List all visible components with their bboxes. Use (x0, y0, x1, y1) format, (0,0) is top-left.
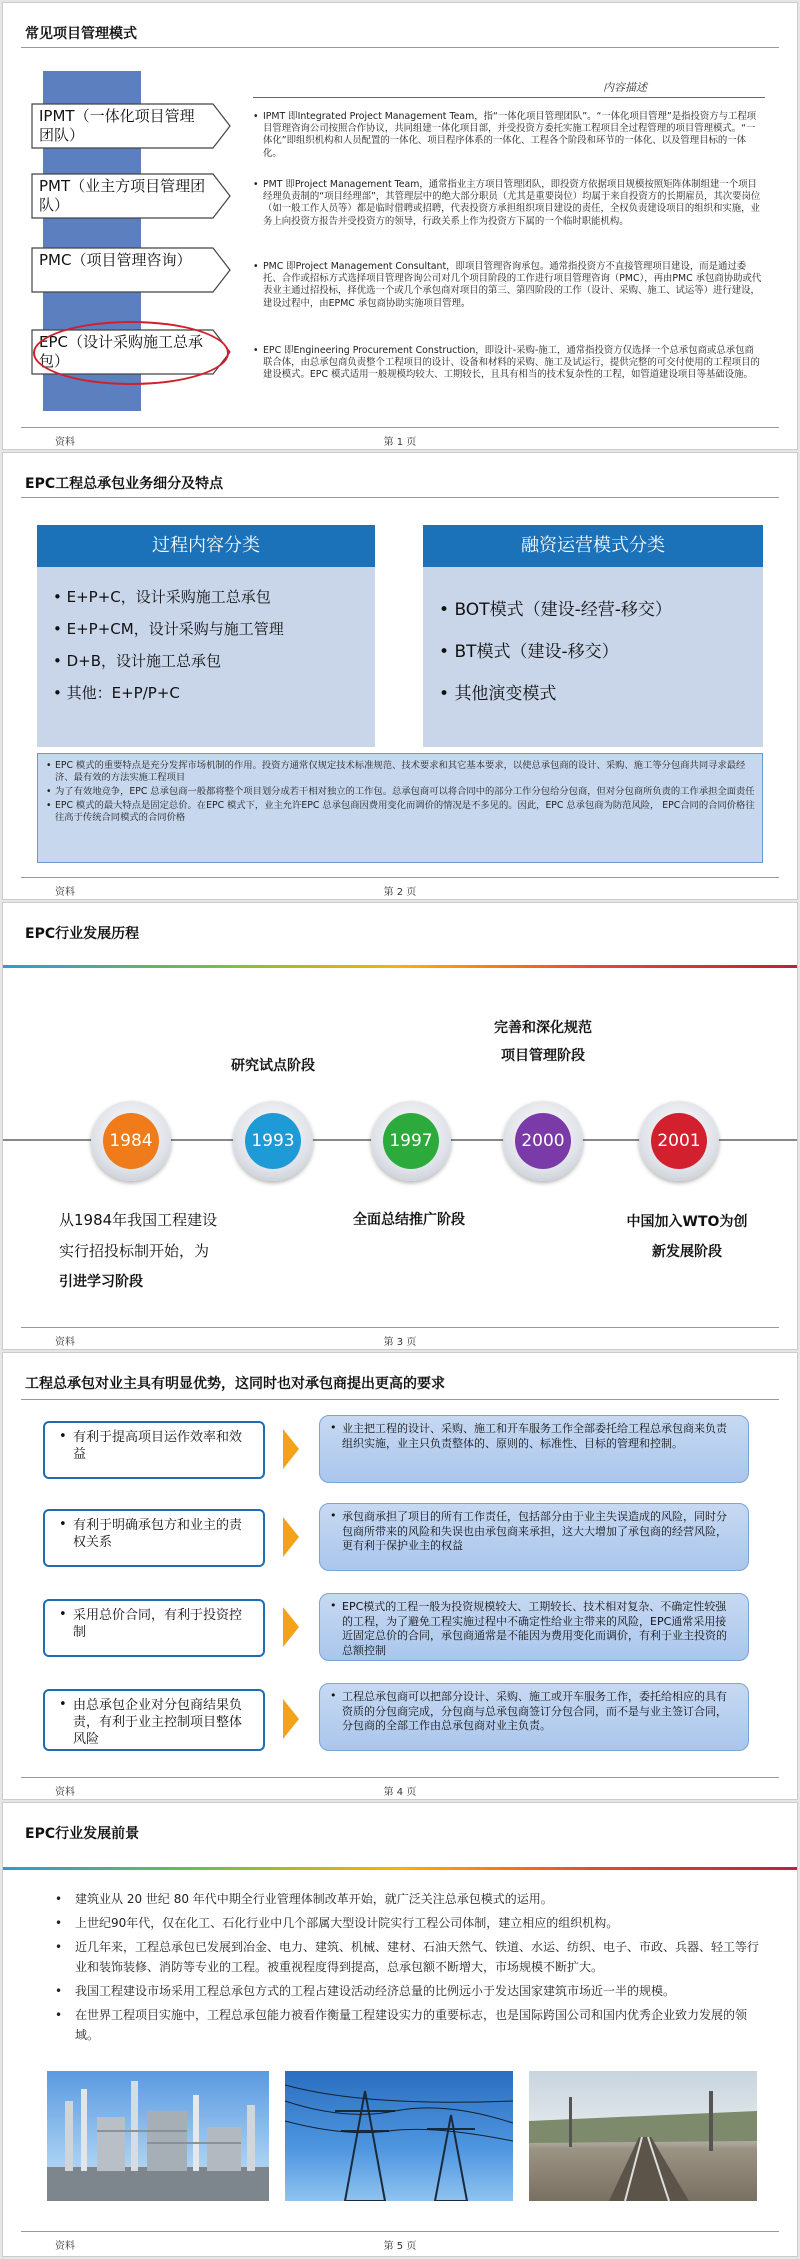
slide-title: EPC行业发展历程 (25, 926, 140, 942)
phase-2000-line2: 项目管理阶段 (501, 1048, 585, 1064)
footer-divider (21, 1777, 779, 1778)
list-item: • D+B，设计施工总承包 (53, 652, 222, 670)
notes-box (37, 753, 763, 863)
year-label: 1984 (103, 1113, 159, 1169)
slide-title: EPC工程总承包业务细分及特点 (25, 476, 224, 492)
list-item: • E+P+C，设计采购施工总承包 (53, 588, 271, 606)
year-circle-1993 (233, 1101, 313, 1181)
note-item: • 为了有效地竞争，EPC 总承包商一般都将整个项目划分成若干相对独立的工作包。总承包商可以将合同中的部分工作分包给分包商，但对分包商所负责的工作承担全面责任 (46, 786, 756, 798)
content-header: 内容描述 (603, 81, 647, 94)
slide-title: 工程总承包对业主具有明显优势，这同时也对承包商提出更高的要求 (25, 1376, 445, 1392)
year-label: 2001 (651, 1113, 707, 1169)
phase-1993: 研究试点阶段 (231, 1058, 315, 1074)
year-circle-2001 (639, 1101, 719, 1181)
arrow-right-icon (283, 1607, 299, 1647)
chevron-pmc[interactable] (31, 247, 231, 293)
color-band (3, 1867, 797, 1870)
chevron-label: PMC（项目管理咨询） (39, 251, 192, 269)
bullet-item: • 我国工程建设市场采用工程总承包方式的工程占建设活动经济总量的比例远小于发达国家建筑市场近一半的规模。 (55, 1981, 765, 2001)
bullet-item: • 建筑业从 20 世纪 80 年代中期全行业管理体制改革开始，就广泛关注总承包模式的运用。 (55, 1889, 765, 1909)
title-divider (21, 1399, 779, 1400)
year-circle-2000 (503, 1101, 583, 1181)
finance-panel (423, 525, 763, 747)
advantage-box: • 采用总价合同，有利于投资控制 (43, 1599, 265, 1657)
footer-divider (21, 877, 779, 878)
year-label: 1997 (383, 1113, 439, 1169)
advantage-box: • 由总承包企业对分包商结果负责，有利于业主控制项目整体风险 (43, 1689, 265, 1751)
railway-photo (529, 2071, 757, 2201)
footer-divider (21, 2231, 779, 2232)
page-number: 第 5 页 (383, 2241, 417, 2252)
year-label: 1993 (245, 1113, 301, 1169)
list-item: • 其他演变模式 (439, 684, 557, 704)
chevron-pmt[interactable] (31, 173, 231, 219)
year-label: 2000 (515, 1113, 571, 1169)
desc-pmc: • PMC 即Project Management Consultant，即项目管理咨询承包。通常指投资方不直接管理项目建设，而是通过委托、合作或招标方式选择项目管理咨询公司对几个项目阶段的工作进行项目管理咨询（PMC），再由PMC 承包商协助或代表业主通过招投标，择优选一个或几个承包商对项目的第三、第四阶段的工作（设计、采购、施工、试运等）进行建设，建设过程中，由EPMC 承包商协助实施项目管理。 (253, 261, 763, 310)
desc-epc: • EPC 即Engineering Procurement Construction，即设计-采购-施工，通常指投资方仅选择一个总承包商或总承包商联合体，由总承包商负责整个工程项目的设计、设备和材料的采购、施工及试运行，提供完整的可交付使用的工程项目的建设模式。EPC 模式适用一般规模均较大、工期较长，且具有相当的技术复杂性的工程，如管道建设项目等基础设施。 (253, 345, 763, 382)
bullet-item: • 近几年来，工程总承包已发展到冶金、电力、建筑、机械、建材、石油天然气、铁道、水运、纺织、电子、市政、兵器、轻工等行业和装饰装修、消防等专业的工程。被重视程度得到提高，总承包额不断增大，市场规模不断扩大。 (55, 1937, 765, 1977)
explanation-box: • 业主把工程的设计、采购、施工和开车服务工作全部委托给工程总承包商来负责组织实施，业主只负责整体的、原则的、标准性、目标的管理和控制。 (319, 1415, 749, 1483)
title-divider (21, 497, 779, 498)
slide-5 (2, 1802, 798, 2257)
slide-4 (2, 1352, 798, 1800)
panel-heading: 过程内容分类 (37, 525, 375, 567)
explanation-box: • 工程总承包商可以把部分设计、采购、施工或开车服务工作，委托给相应的具有资质的分包商完成，分包商与总承包商签订分包合同，而不是与业主签订合同，分包商的全部工作由总承包商对业主负责。 (319, 1683, 749, 1751)
panel-heading: 融资运营模式分类 (423, 525, 763, 567)
explanation-box: • EPC模式的工程一般为投资规模较大、工期较长、技术相对复杂、不确定性较强的工程，为了避免工程实施过程中不确定性给业主带来的风险，EPC通常采用接近固定总价的合同，承包商通常是不能因为费用变化而调价，有利于业主投资的总额控制 (319, 1593, 749, 1661)
phase-2000-line1: 完善和深化规范 (494, 1020, 592, 1036)
arrow-right-icon (283, 1699, 299, 1739)
page-number: 第 1 页 (383, 437, 417, 448)
advantage-box: • 有利于明确承包方和业主的责权关系 (43, 1509, 265, 1567)
phase-2001: 中国加入WTO为创 新发展阶段 (626, 1214, 748, 1260)
chevron-label: PMT（业主方项目管理团队） (39, 177, 206, 214)
list-item: • 其他：E+P/P+C (53, 684, 180, 702)
header-divider (253, 97, 765, 98)
footer-source: 资料 (55, 437, 75, 448)
arrow-right-icon (283, 1429, 299, 1469)
list-item: • BT模式（建设-移交） (439, 642, 619, 662)
footer-divider (21, 427, 779, 428)
footer-source: 资料 (55, 1787, 75, 1798)
note-item: • EPC 模式的重要特点是充分发挥市场机制的作用。投资方通常仅规定技术标准规范、技术要求和其它基本要求，以使总承包商的设计、采购、施工等分包商共同寻求最经济、最有效的方法实施工程项目 (46, 760, 756, 784)
year-circle-1984 (91, 1101, 171, 1181)
slide-2 (2, 452, 798, 900)
slide-title: 常见项目管理模式 (25, 26, 137, 42)
footer-divider (21, 1327, 779, 1328)
desc-ipmt: • IPMT 即Integrated Project Management Team，指“一体化项目管理团队”。“一体化项目管理”是指投资方与工程项目管理咨询公司按照合作协议，共同组建一体化项目部，并受投资方委托实施工程项目全过程管理的项目管理模式。“一体化”即组织机构和人员配置的一体化、项目程序体系的一体化、工程各个阶段和环节的一体化、以及管理目标的一体化。 (253, 111, 763, 160)
advantage-box: • 有利于提高项目运作效率和效益 (43, 1421, 265, 1479)
phase-1997: 全面总结推广阶段 (353, 1212, 465, 1228)
footer-source: 资料 (55, 2241, 75, 2252)
bullet-item: • 上世纪90年代，仅在化工、石化行业中几个部属大型设计院实行工程公司体制，建立相应的组织机构。 (55, 1913, 765, 1933)
refinery-photo (47, 2071, 269, 2201)
desc-pmt: • PMT 即Project Management Team，通常指业主方项目管理团队，即投资方依据项目规模按照矩阵体制组建一个项目经理负责制的“项目经理部”，其管理层中的绝大部分职员（尤其是重要岗位）均属于来自投资方的长期雇员，其次要岗位（如一般工作人员等）都是临时借聘或招聘，代表投资方承担组织项目建设的责任，全权负责建设项目的组织和实施，业务上向投资方报告并受投资方的领导，行政关系上作为投资方下属的一个临时职能机构。 (253, 179, 763, 228)
slide-3 (2, 902, 798, 1350)
phase-1984: 从1984年我国工程建设 实行招投标制开始，为 引进学习阶段 (59, 1211, 218, 1290)
footer-source: 资料 (55, 1337, 75, 1348)
year-circle-1997 (371, 1101, 451, 1181)
slide-1 (2, 2, 798, 450)
explanation-box: • 承包商承担了项目的所有工作责任，包括部分由于业主失误造成的风险，同时分包商所带来的风险和失误也由承包商来承担，这大大增加了承包商的经营风险，更有利于保护业主的权益 (319, 1503, 749, 1571)
power-tower-photo (285, 2071, 513, 2201)
chevron-ipmt[interactable] (31, 103, 231, 149)
arrow-right-icon (283, 1517, 299, 1557)
list-item: • E+P+CM，设计采购与施工管理 (53, 620, 284, 638)
process-panel (37, 525, 375, 747)
chevron-label: IPMT（一体化项目管理团队） (39, 107, 195, 144)
note-item: • EPC 模式的最大特点是固定总价。在EPC 模式下，业主允许EPC 总承包商因费用变化而调价的情况是不多见的。因此，EPC 总承包商为防范风险， EPC合同的合同价格往往高于传统合同模式的合同价格 (46, 800, 756, 824)
page-number: 第 3 页 (383, 1337, 417, 1348)
chevron-label: EPC（设计采购施工总承包） (39, 333, 203, 370)
color-band (3, 965, 797, 968)
title-divider (21, 47, 779, 48)
page-number: 第 4 页 (383, 1787, 417, 1798)
list-item: • BOT模式（建设-经营-移交） (439, 600, 672, 620)
footer-source: 资料 (55, 887, 75, 898)
page-number: 第 2 页 (383, 887, 417, 898)
bullet-item: • 在世界工程项目实施中，工程总承包能力被看作衡量工程建设实力的重要标志，也是国际跨国公司和国内优秀企业致力发展的领域。 (55, 2005, 765, 2045)
slide-title: EPC行业发展前景 (25, 1826, 140, 1842)
highlight-oval (33, 321, 229, 385)
